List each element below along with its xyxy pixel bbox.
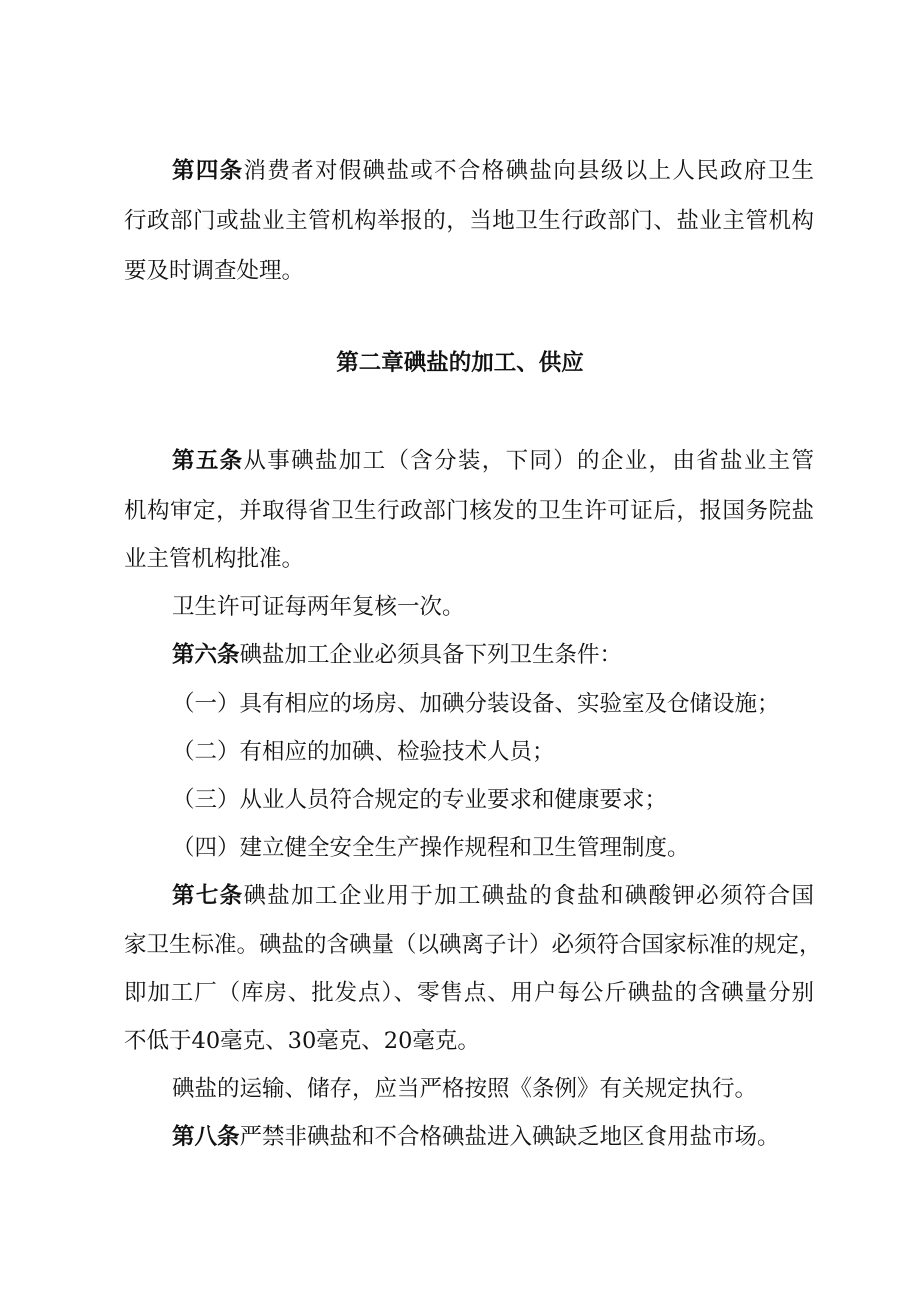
article-5-label: 第五条 [172,448,244,474]
article-6-text: 碘盐加工企业必须具备下列卫生条件： [239,642,623,668]
article-6-item-3: （三）从业人员符合规定的专业要求和健康要求； [172,787,668,813]
article-7-line-1 [172,881,814,911]
article-7-line-4: 不低于40毫克、30毫克、20毫克。 [124,1028,480,1054]
article-6-item-2: （二）有相应的加碘、检验技术人员； [172,739,555,765]
article-5-line-2: 机构审定，并取得省卫生行政部门核发的卫生许可证后，报国务院盐 [124,498,814,524]
article-6-item-4: （四）建立健全安全生产操作规程和卫生管理制度。 [172,835,690,861]
article-6-line-1 [172,640,814,670]
article-7-label: 第七条 [172,883,244,909]
article-7-paragraph-2: 碘盐的运输、储存，应当严格按照《条例》有关规定执行。 [172,1076,758,1102]
article-5-text-1: 从事碘盐加工（含分装，下同）的企业，由省盐业主管 [243,448,814,474]
article-4-line-2: 行政部门或盐业主管机构举报的，当地卫生行政部门、盐业主管机构 [124,208,814,234]
chapter-2-title: 第二章碘盐的加工、供应 [336,350,584,376]
article-4-text-1: 消费者对假碘盐或不合格碘盐向县级以上人民政府卫生 [243,158,814,184]
article-8-line-1 [172,1122,814,1152]
article-8-text: 严禁非碘盐和不合格碘盐进入碘缺乏地区食用盐市场。 [239,1124,780,1150]
article-4-line-1 [172,156,814,186]
article-5-line-1 [172,446,814,476]
article-7-line-2: 家卫生标准。碘盐的含碘量（以碘离子计）必须符合国家标准的规定， [124,932,822,958]
article-5-line-3: 业主管机构批准。 [124,546,305,572]
article-6-item-1: （一）具有相应的场房、加碘分装设备、实验室及仓储设施； [172,691,780,717]
article-4-label: 第四条 [172,158,244,184]
article-5-paragraph-2: 卫生许可证每两年复核一次。 [172,594,465,620]
article-8-label: 第八条 [172,1124,240,1150]
article-4-line-3: 要及时调查处理。 [124,258,305,284]
article-7-text-1: 碘盐加工企业用于加工碘盐的食盐和碘酸钾必须符合国 [243,883,814,909]
article-7-line-3: 即加工厂（库房、批发点）、零售点、用户每公斤碘盐的含碘量分别 [124,980,814,1006]
article-6-label: 第六条 [172,642,240,668]
